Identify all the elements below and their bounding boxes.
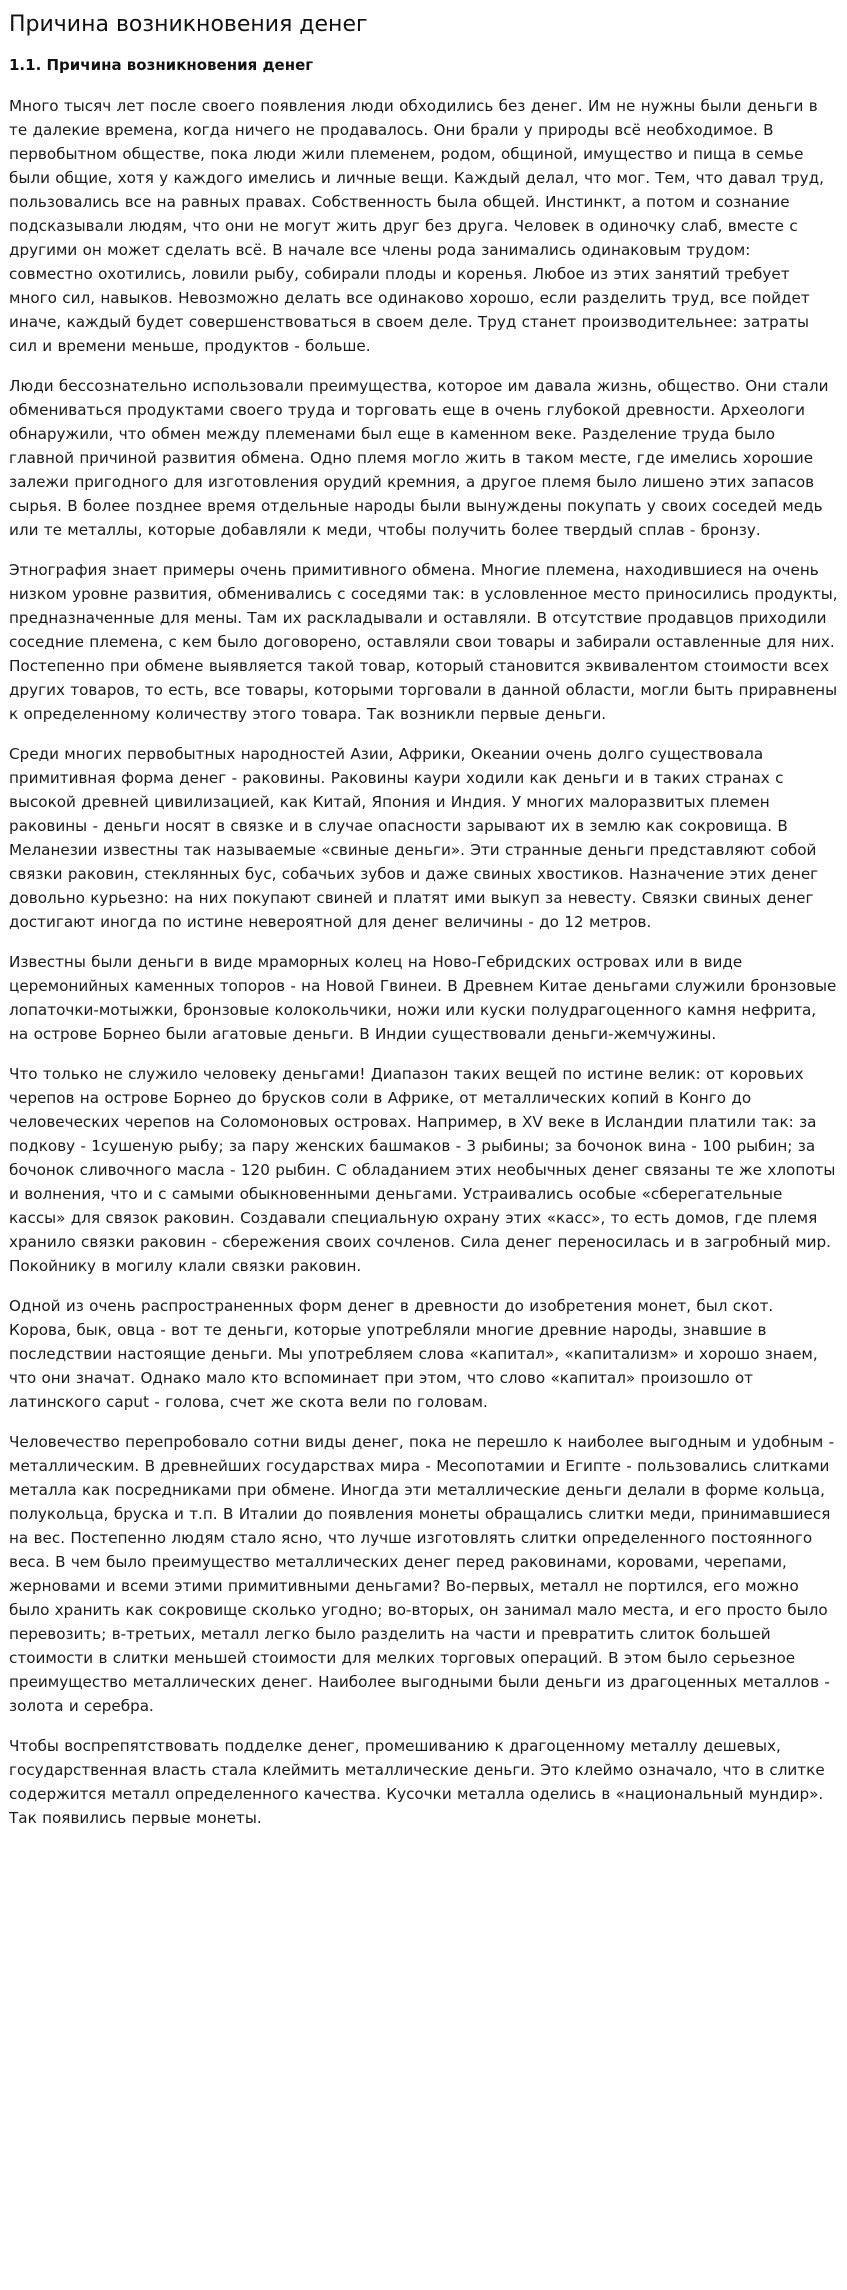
paragraph: Люди бессознательно использовали преимущества, которое им давала жизнь, общество. Они стали обмениваться продуктами своего труда и торговать еще в очень глубокой древности. Археологи обнаружили, что обмен между племенами был еще в каменном веке. Разделение труда было главной причиной развития обмена. Одно племя могло жить в таком месте, где имелись хорошие залежи пригодного для изготовления орудий кремния, а другое племя было лишено этих запасов сырья. В более позднее время отдельные народы были вынуждены покупать у своих соседей медь или те металлы, которые добавляли к меди, чтобы получить более твердый сплав - бронзу. bbox=[9, 377, 829, 539]
paragraph: Чтобы воспрепятствовать подделке денег, промешиванию к драгоценному металлу дешевых, государственная власть стала клеймить металлические деньги. Это клеймо означало, что в слитке содержится металл определенного качества. Кусочки металла оделись в «национальный мундир». Так появились первые монеты. bbox=[9, 1737, 825, 1827]
section-heading: 1.1. Причина возникновения денег bbox=[9, 56, 314, 74]
page-title: Причина возникновения денег bbox=[9, 12, 368, 37]
paragraph: Одной из очень распространенных форм денег в древности до изобретения монет, был скот. Корова, бык, овца - вот те деньги, которые употребляли многие древние народы, знавшие в последствии настоящие деньги. Мы употребляем слова «капитал», «капитализм» и хорошо знаем, что они значат. Однако мало кто вспоминает при этом, что слово «капитал» произошло от латинского caput - голова, счет же скота вели по головам. bbox=[9, 1297, 818, 1411]
paragraph: Известны были деньги в виде мраморных колец на Ново-Гебридских островах или в виде церемонийных каменных топоров - на Новой Гвинеи. В Древнем Китае деньгами служили бронзовые лопаточки-мотыжки, бронзовые колокольчики, ножи или куски полудрагоценного камня нефрита, на острове Борнео были агатовые деньги. В Индии существовали деньги-жемчужины. bbox=[9, 953, 837, 1043]
paragraph: Что только не служило человеку деньгами! Диапазон таких вещей по истине велик: от коровьих черепов на острове Борнео до брусков соли в Африке, от металлических копий в Конго до человеческих черепов на Соломоновых островах. Например, в XV веке в Исландии платили так: за подкову - 1сушеную рыбу; за пару женских башмаков - 3 рыбины; за бочонок вина - 100 рыбин; за бочонок сливочного масла - 120 рыбин. С обладанием этих необычных денег связаны те же хлопоты и волнения, что и с самыми обыкновенными деньгами. Устраивались особые «сберегательные кассы» для связок раковин. Создавали специальную охрану этих «касс», то есть домов, где племя хранило связки раковин - сбережения своих сочленов. Сила денег переносилась и в загробный мир. Покойнику в могилу клали связки раковин. bbox=[9, 1065, 836, 1275]
paragraph: Человечество перепробовало сотни виды денег, пока не перешло к наиболее выгодным и удобным - металлическим. В древнейших государствах мира - Месопотамии и Египте - пользовались слитками металла как посредниками при обмене. Иногда эти металлические деньги делали в форме кольца, полукольца, бруска и т.п. В Италии до появления монеты обращались слитки меди, принимавшиеся на вес. Постепенно людям стало ясно, что лучше изготовлять слитки определенного постоянного веса. В чем было преимущество металлических денег перед раковинами, коровами, черепами, жерновами и всеми этими примитивными деньгами? Во-первых, металл не портился, его можно было хранить как сокровище сколько угодно; во-вторых, он занимал мало места, и его просто было перевозить; в-третьих, металл легко было разделить на части и превратить слиток большей стоимости в слитки меньшей стоимости для мелких торговых операций. В этом было серьезное преимущество металлических денег. Наиболее выгодными были деньги из драгоценных металлов - золота и серебра. bbox=[9, 1433, 835, 1715]
paragraph: Этнография знает примеры очень примитивного обмена. Многие племена, находившиеся на очень низком уровне развития, обменивались с соседями так: в условленное место приносились продукты, предназначенные для мены. Там их раскладывали и оставляли. В отсутствие продавцов приходили соседние племена, с кем было договорено, оставляли свои товары и забирали оставленные для них. Постепенно при обмене выявляется такой товар, который становится эквивалентом стоимости всех других товаров, то есть, все товары, которыми торговали в данной области, могли быть приравнены к определенному количеству этого товара. Так возникли первые деньги. bbox=[9, 561, 838, 723]
paragraph: Много тысяч лет после своего появления люди обходились без денег. Им не нужны были деньги в те далекие времена, когда ничего не продавалось. Они брали у природы всё необходимое. В первобытном обществе, пока люди жили племенем, родом, общиной, имущество и пища в семье были общие, хотя у каждого имелись и личные вещи. Каждый делал, что мог. Тем, что давал труд, пользовались все на равных правах. Собственность была общей. Инстинкт, а потом и сознание подсказывали людям, что они не могут жить друг без друга. Человек в одиночку слаб, вместе с другими он может сделать всё. В начале все члены рода занимались одинаковым трудом: совместно охотились, ловили рыбу, собирали плоды и коренья. Любое из этих занятий требует много сил, навыков. Невозможно делать все одинаково хорошо, если разделить труд, все пойдет иначе, каждый будет совершенствоваться в своем деле. Труд станет производительнее: затраты сил и времени меньше, продуктов - больше. bbox=[9, 97, 824, 355]
paragraph: Среди многих первобытных народностей Азии, Африки, Океании очень долго существовала примитивная форма денег - раковины. Раковины каури ходили как деньги и в таких странах с высокой древней цивилизацией, как Китай, Япония и Индия. У многих малоразвитых племен раковины - деньги носят в связке и в случае опасности зарывают их в землю как сокровища. В Меланезии известны так называемые «свиные деньги». Эти странные деньги представляют собой связки раковин, стеклянных бус, собачьих зубов и даже свиных хвостиков. Назначение этих денег довольно курьезно: на них покупают свиней и платят ими выкуп за невесту. Связки свиных денег достигают иногда по истине невероятной для денег величины - до 12 метров. bbox=[9, 745, 819, 931]
